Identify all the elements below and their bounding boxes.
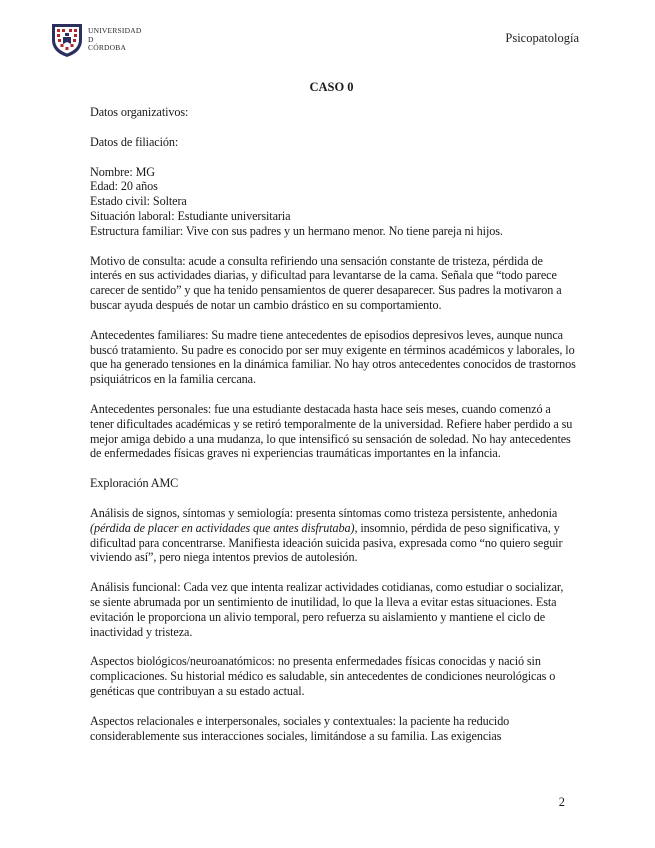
filiacion-estructura-familiar: Estructura familiar: Vive con sus padres y un hermano menor. No tiene pareja ni hijos. (90, 223, 503, 238)
anhedonia-definition: (pérdida de placer en actividades que antes disfrutaba) (90, 520, 355, 535)
page-number: 2 (558, 795, 565, 809)
filiacion-nombre: Nombre: MG (90, 164, 156, 179)
filiacion-edad: Edad: 20 años (90, 179, 158, 194)
logo-line: CÓRDOBA (88, 43, 127, 53)
logo-line: D (88, 34, 94, 44)
aspectos-relacionales: Aspectos relacionales e interpersonales, sociales y contextuales: la paciente ha reducido considerablemente sus interacciones sociales, limitándose a su familia. Las exigencias (90, 713, 510, 743)
aspectos-biologicos: Aspectos biológicos/neuroanatómicos: no presenta enfermedades físicas conocidas y nació sin complicaciones. Su historial médico es saludable, sin antecedentes de condiciones neurológicas o genéticas que contribuyan a su estado actual. (90, 654, 556, 698)
analisis-signos-text: Análisis de signos, síntomas y semiología: presenta síntomas como tristeza persistente, anhedonia (90, 505, 558, 520)
datos-organizativos: Datos organizativos: (90, 105, 189, 119)
document-body (90, 105, 576, 758)
university-crest-icon (50, 22, 84, 58)
filiacion-situacion-laboral: Situación laboral: Estudiante universitaria (90, 208, 291, 223)
antecedentes-personales: Antecedentes personales: fue una estudiante destacada hasta hace seis meses, cuando comenzó a tener dificultades académicas y se retiró temporalmente de la universidad. Refiere haber perdido a su mejor amiga debido a una mudanza, lo que intensificó su sensación de soledad. No hay antecedentes de enfermedades físicas graves ni experiencias traumáticas importantes en la infancia. (90, 401, 573, 461)
university-name (88, 27, 141, 53)
datos-filiacion: Datos de filiación: (90, 134, 179, 149)
filiacion-list (90, 165, 576, 239)
analisis-funcional: Análisis funcional: Cada vez que intenta realizar actividades cotidianas, como estudiar o socializar, se siente abrumada por un sentimiento de inutilidad, lo que la lleva a evitar estas situaciones. Esta evitación le proporciona un alivio temporal, pero refuerza su aislamiento y mantiene el ciclo de inactividad y tristeza. (90, 580, 564, 639)
analisis-signos (90, 506, 576, 565)
subject-header: Psicopatología (505, 31, 579, 45)
motivo-consulta: Motivo de consulta: acude a consulta refiriendo una sensación constante de tristeza, pérdida de interés en sus actividades diarias, y dificultad para levantarse de la cama. Señala que “todo parece carecer de sentido” y que ha tenido pensamientos de querer desaparecer. Sus padres la motivaron a buscar ayuda después de notar un cambio drástico en su comportamiento. (90, 253, 562, 312)
case-title: CASO 0 (309, 80, 354, 94)
university-logo (50, 22, 150, 58)
filiacion-estado-civil: Estado civil: Soltera (90, 194, 187, 209)
logo-line: UNIVERSIDAD (88, 26, 142, 36)
antecedentes-familiares: Antecedentes familiares: Su madre tiene antecedentes de episodios depresivos leves, aunque nunca buscó tratamiento. Su padre es conocido por ser muy exigente en términos académicos y laborales, lo que ha generado tensiones en la dinámica familiar. No hay otros antecedentes conocidos de trastornos psiquiátricos en la familia cercana. (90, 327, 576, 387)
analisis-signos-text-cont: , insomnio, pérdida de peso significativa, y dificultad para concentrarse. Manifiesta ideación suicida pasiva, expresada como “no quiero seguir viviendo así”, pero niega intentos previos de autolesión. (90, 520, 563, 565)
exploracion-heading: Exploración AMC (90, 476, 179, 491)
